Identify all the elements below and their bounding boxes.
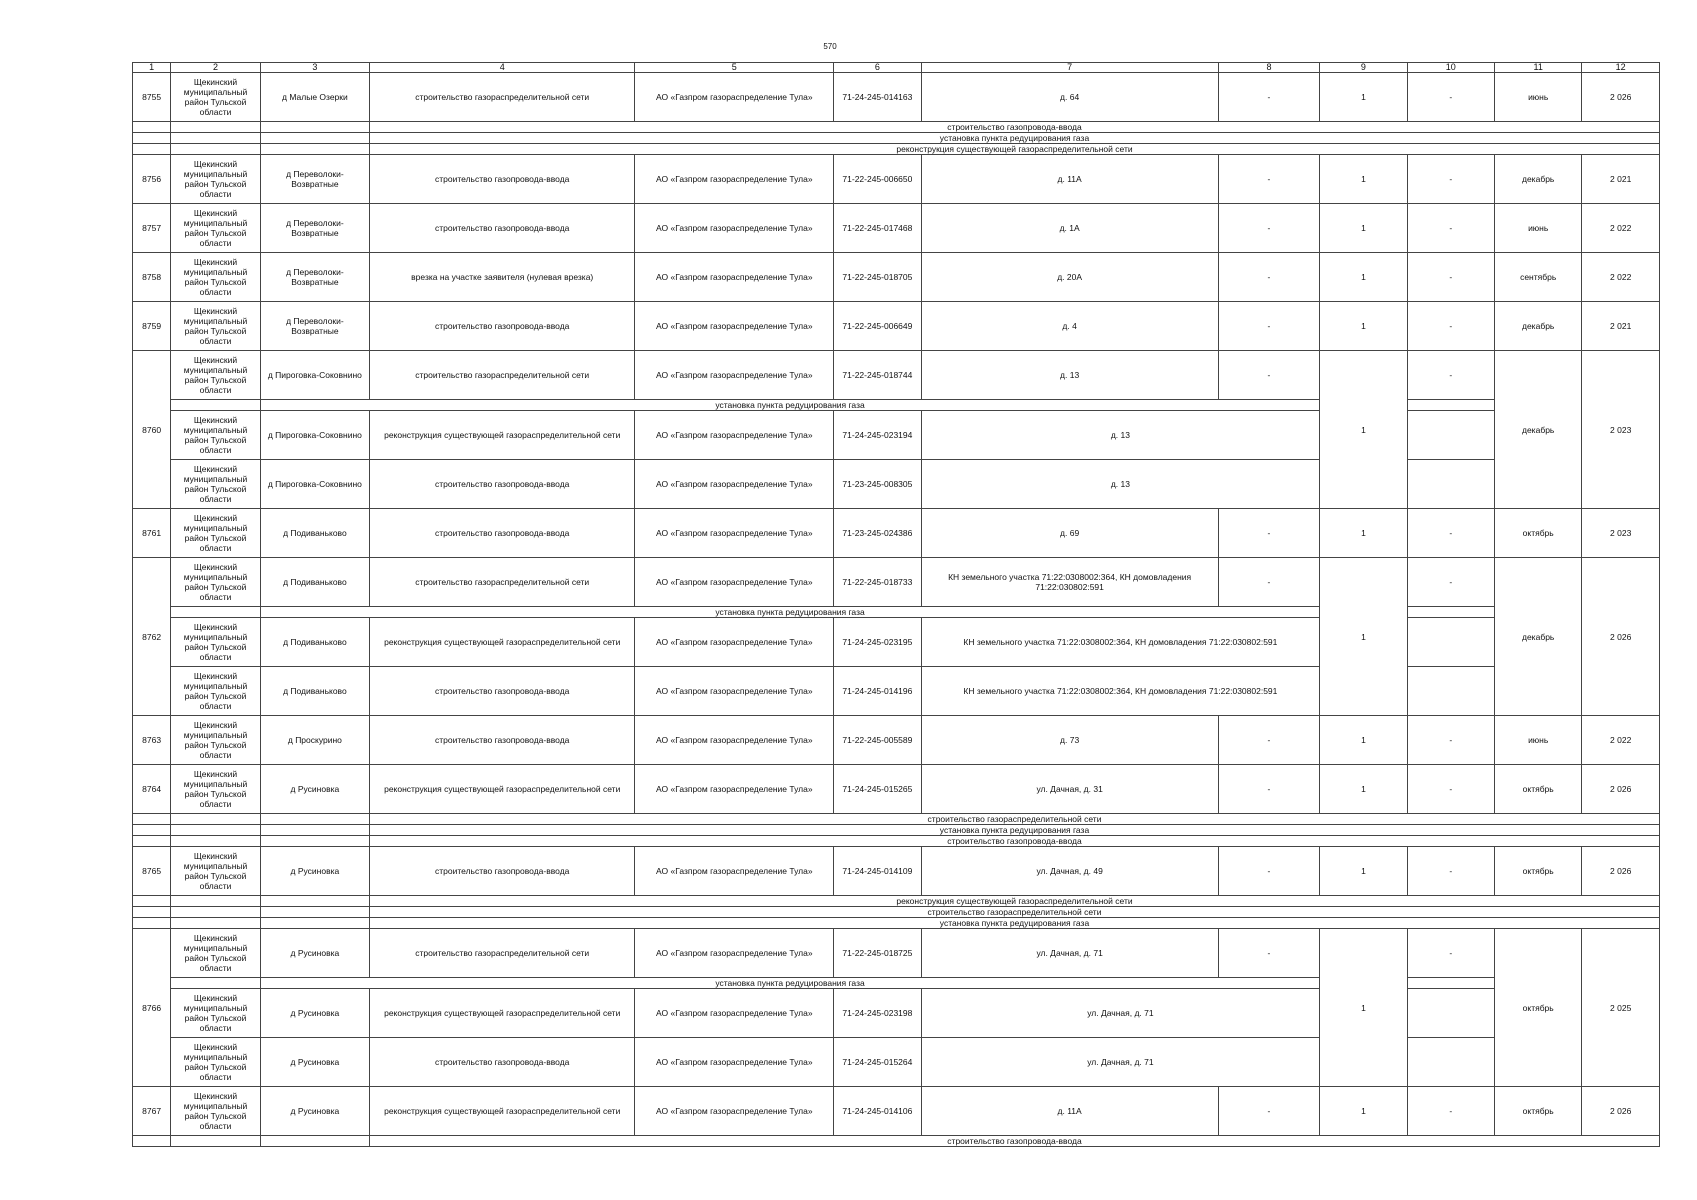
year-cell: 2 026 bbox=[1582, 1087, 1660, 1136]
settlement-cell: д Переволоки-Возвратные bbox=[260, 302, 369, 351]
dash-cell: - bbox=[1218, 558, 1320, 607]
month-cell: октябрь bbox=[1495, 929, 1582, 1087]
month-cell: июнь bbox=[1495, 716, 1582, 765]
address-cell: КН земельного участка 71:22:0308002:364, КН домовладения 71:22:030802:591 bbox=[921, 618, 1320, 667]
settlement-cell: д Подиваньково bbox=[260, 618, 369, 667]
table-row bbox=[133, 929, 1660, 978]
sub-row bbox=[133, 814, 1660, 825]
sub-row bbox=[133, 918, 1660, 929]
month-cell: сентябрь bbox=[1495, 253, 1582, 302]
address-cell: д. 13 bbox=[921, 411, 1320, 460]
dash-cell: - bbox=[1218, 155, 1320, 204]
month-cell: декабрь bbox=[1495, 302, 1582, 351]
col-num: 12 bbox=[1582, 63, 1660, 73]
qty-cell: 1 bbox=[1320, 765, 1407, 814]
settlement-cell: д Переволоки-Возвратные bbox=[260, 204, 369, 253]
qty-cell: 1 bbox=[1320, 716, 1407, 765]
dash-cell: - bbox=[1407, 204, 1494, 253]
sub-row bbox=[133, 896, 1660, 907]
id-cell: 71-24-245-015265 bbox=[834, 765, 921, 814]
table-row bbox=[133, 155, 1660, 204]
settlement-cell: д Проскурино bbox=[260, 716, 369, 765]
region-cell: Щекинский муниципальный район Тульской области bbox=[171, 73, 261, 122]
col-num: 7 bbox=[921, 63, 1218, 73]
org-cell: АО «Газпром газораспределение Тула» bbox=[635, 155, 834, 204]
sub-work: установка пункта редуцирования газа bbox=[370, 918, 1660, 929]
row-number: 8767 bbox=[133, 1087, 171, 1136]
region-cell: Щекинский муниципальный район Тульской области bbox=[171, 204, 261, 253]
org-cell: АО «Газпром газораспределение Тула» bbox=[635, 618, 834, 667]
settlement-cell: д Пироговка-Соковнино bbox=[260, 411, 369, 460]
org-cell: АО «Газпром газораспределение Тула» bbox=[635, 509, 834, 558]
settlement-cell: д Русиновка bbox=[260, 765, 369, 814]
sub-row bbox=[133, 144, 1660, 155]
table-row bbox=[133, 716, 1660, 765]
settlement-cell: д Подиваньково bbox=[260, 558, 369, 607]
table-row bbox=[133, 302, 1660, 351]
year-cell: 2 026 bbox=[1582, 73, 1660, 122]
sub-work: установка пункта редуцирования газа bbox=[370, 825, 1660, 836]
org-cell: АО «Газпром газораспределение Тула» bbox=[635, 302, 834, 351]
col-num: 3 bbox=[260, 63, 369, 73]
row-number: 8755 bbox=[133, 73, 171, 122]
address-cell: ул. Дачная, д. 71 bbox=[921, 1038, 1320, 1087]
dash-cell: - bbox=[1218, 302, 1320, 351]
month-cell: декабрь bbox=[1495, 351, 1582, 509]
qty-cell: 1 bbox=[1320, 351, 1407, 509]
settlement-cell: д Переволоки-Возвратные bbox=[260, 155, 369, 204]
region-cell: Щекинский муниципальный район Тульской области bbox=[171, 155, 261, 204]
sub-row bbox=[133, 1136, 1660, 1147]
table-row bbox=[133, 667, 1660, 716]
work-cell: строительство газопровода-ввода bbox=[370, 716, 635, 765]
sub-work: реконструкция существующей газораспределительной сети bbox=[370, 896, 1660, 907]
settlement-cell: д Русиновка bbox=[260, 989, 369, 1038]
work-cell: реконструкция существующей газораспределительной сети bbox=[370, 411, 635, 460]
sub-row bbox=[133, 978, 1660, 989]
objects-table bbox=[132, 62, 1660, 1147]
row-number: 8760 bbox=[133, 351, 171, 509]
org-cell: АО «Газпром газораспределение Тула» bbox=[635, 460, 834, 509]
sub-row bbox=[133, 122, 1660, 133]
region-cell: Щекинский муниципальный район Тульской области bbox=[171, 1038, 261, 1087]
table-row bbox=[133, 204, 1660, 253]
dash-cell: - bbox=[1218, 1087, 1320, 1136]
dash-cell: - bbox=[1407, 929, 1494, 978]
table-row bbox=[133, 847, 1660, 896]
work-cell: строительство газораспределительной сети bbox=[370, 558, 635, 607]
address-cell: д. 1А bbox=[921, 204, 1218, 253]
sub-work: установка пункта редуцирования газа bbox=[260, 400, 1319, 411]
dash-cell: - bbox=[1407, 351, 1494, 400]
dash-cell: - bbox=[1407, 253, 1494, 302]
id-cell: 71-24-245-023195 bbox=[834, 618, 921, 667]
dash-cell: - bbox=[1407, 1087, 1494, 1136]
sub-row bbox=[133, 907, 1660, 918]
sub-work: реконструкция существующей газораспределительной сети bbox=[370, 144, 1660, 155]
sub-work: строительство газопровода-ввода bbox=[370, 122, 1660, 133]
dash-cell: - bbox=[1407, 155, 1494, 204]
dash-cell: - bbox=[1407, 509, 1494, 558]
settlement-cell: д Малые Озерки bbox=[260, 73, 369, 122]
org-cell: АО «Газпром газораспределение Тула» bbox=[635, 1038, 834, 1087]
row-number: 8757 bbox=[133, 204, 171, 253]
address-cell: ул. Дачная, д. 31 bbox=[921, 765, 1218, 814]
settlement-cell: д Русиновка bbox=[260, 847, 369, 896]
month-cell: июнь bbox=[1495, 204, 1582, 253]
year-cell: 2 021 bbox=[1582, 155, 1660, 204]
id-cell: 71-22-245-006650 bbox=[834, 155, 921, 204]
settlement-cell: д Подиваньково bbox=[260, 509, 369, 558]
region-cell: Щекинский муниципальный район Тульской области bbox=[171, 847, 261, 896]
region-cell: Щекинский муниципальный район Тульской области bbox=[171, 460, 261, 509]
org-cell: АО «Газпром газораспределение Тула» bbox=[635, 351, 834, 400]
year-cell: 2 022 bbox=[1582, 716, 1660, 765]
id-cell: 71-24-245-023198 bbox=[834, 989, 921, 1038]
id-cell: 71-24-245-014109 bbox=[834, 847, 921, 896]
table-row bbox=[133, 765, 1660, 814]
year-cell: 2 026 bbox=[1582, 847, 1660, 896]
address-cell: д. 13 bbox=[921, 460, 1320, 509]
dash-cell: - bbox=[1407, 716, 1494, 765]
work-cell: реконструкция существующей газораспределительной сети bbox=[370, 989, 635, 1038]
qty-cell: 1 bbox=[1320, 73, 1407, 122]
org-cell: АО «Газпром газораспределение Тула» bbox=[635, 847, 834, 896]
qty-cell: 1 bbox=[1320, 155, 1407, 204]
id-cell: 71-22-245-018744 bbox=[834, 351, 921, 400]
qty-cell: 1 bbox=[1320, 204, 1407, 253]
address-cell: д. 13 bbox=[921, 351, 1218, 400]
org-cell: АО «Газпром газораспределение Тула» bbox=[635, 1087, 834, 1136]
row-number: 8758 bbox=[133, 253, 171, 302]
org-cell: АО «Газпром газораспределение Тула» bbox=[635, 989, 834, 1038]
id-cell: 71-24-245-014196 bbox=[834, 667, 921, 716]
year-cell: 2 026 bbox=[1582, 765, 1660, 814]
col-num: 11 bbox=[1495, 63, 1582, 73]
work-cell: строительство газопровода-ввода bbox=[370, 847, 635, 896]
year-cell: 2 022 bbox=[1582, 253, 1660, 302]
region-cell: Щекинский муниципальный район Тульской области bbox=[171, 989, 261, 1038]
table-row bbox=[133, 460, 1660, 509]
table-row bbox=[133, 1087, 1660, 1136]
address-cell: д. 64 bbox=[921, 73, 1218, 122]
address-cell: д. 73 bbox=[921, 716, 1218, 765]
col-num: 6 bbox=[834, 63, 921, 73]
table-row bbox=[133, 509, 1660, 558]
row-number: 8764 bbox=[133, 765, 171, 814]
col-num: 1 bbox=[133, 63, 171, 73]
org-cell: АО «Газпром газораспределение Тула» bbox=[635, 558, 834, 607]
qty-cell: 1 bbox=[1320, 1087, 1407, 1136]
qty-cell: 1 bbox=[1320, 253, 1407, 302]
dash-cell: - bbox=[1407, 765, 1494, 814]
dash-cell: - bbox=[1407, 302, 1494, 351]
address-cell: д. 20А bbox=[921, 253, 1218, 302]
sub-work: строительство газопровода-ввода bbox=[370, 836, 1660, 847]
table-row bbox=[133, 618, 1660, 667]
sub-work: строительство газораспределительной сети bbox=[370, 907, 1660, 918]
month-cell: октябрь bbox=[1495, 1087, 1582, 1136]
table-row bbox=[133, 351, 1660, 400]
sub-work: строительство газораспределительной сети bbox=[370, 814, 1660, 825]
sub-work: установка пункта редуцирования газа bbox=[260, 607, 1319, 618]
dash-cell: - bbox=[1218, 204, 1320, 253]
qty-cell: 1 bbox=[1320, 558, 1407, 716]
settlement-cell: д Пироговка-Соковнино bbox=[260, 460, 369, 509]
id-cell: 71-22-245-018733 bbox=[834, 558, 921, 607]
id-cell: 71-24-245-023194 bbox=[834, 411, 921, 460]
col-num: 5 bbox=[635, 63, 834, 73]
region-cell: Щекинский муниципальный район Тульской области bbox=[171, 302, 261, 351]
sub-row bbox=[133, 607, 1660, 618]
org-cell: АО «Газпром газораспределение Тула» bbox=[635, 765, 834, 814]
sub-row bbox=[133, 133, 1660, 144]
org-cell: АО «Газпром газораспределение Тула» bbox=[635, 253, 834, 302]
id-cell: 71-22-245-017468 bbox=[834, 204, 921, 253]
dash-cell: - bbox=[1407, 73, 1494, 122]
address-cell: ул. Дачная, д. 71 bbox=[921, 929, 1218, 978]
row-number: 8756 bbox=[133, 155, 171, 204]
id-cell: 71-24-245-015264 bbox=[834, 1038, 921, 1087]
org-cell: АО «Газпром газораспределение Тула» bbox=[635, 667, 834, 716]
org-cell: АО «Газпром газораспределение Тула» bbox=[635, 929, 834, 978]
table-row bbox=[133, 411, 1660, 460]
col-num: 4 bbox=[370, 63, 635, 73]
year-cell: 2 023 bbox=[1582, 351, 1660, 509]
dash-cell: - bbox=[1218, 847, 1320, 896]
region-cell: Щекинский муниципальный район Тульской области bbox=[171, 667, 261, 716]
region-cell: Щекинский муниципальный район Тульской области bbox=[171, 716, 261, 765]
work-cell: строительство газопровода-ввода bbox=[370, 460, 635, 509]
settlement-cell: д Русиновка bbox=[260, 929, 369, 978]
org-cell: АО «Газпром газораспределение Тула» bbox=[635, 716, 834, 765]
address-cell: ул. Дачная, д. 49 bbox=[921, 847, 1218, 896]
address-cell: д. 11А bbox=[921, 1087, 1218, 1136]
table-row bbox=[133, 1038, 1660, 1087]
page-number: 570 bbox=[823, 42, 837, 51]
region-cell: Щекинский муниципальный район Тульской области bbox=[171, 618, 261, 667]
id-cell: 71-22-245-018725 bbox=[834, 929, 921, 978]
id-cell: 71-23-245-008305 bbox=[834, 460, 921, 509]
work-cell: строительство газораспределительной сети bbox=[370, 929, 635, 978]
address-cell: д. 4 bbox=[921, 302, 1218, 351]
id-cell: 71-24-245-014106 bbox=[834, 1087, 921, 1136]
table-row bbox=[133, 989, 1660, 1038]
org-cell: АО «Газпром газораспределение Тула» bbox=[635, 411, 834, 460]
work-cell: строительство газопровода-ввода bbox=[370, 509, 635, 558]
address-cell: д. 11А bbox=[921, 155, 1218, 204]
settlement-cell: д Переволоки-Возвратные bbox=[260, 253, 369, 302]
month-cell: октябрь bbox=[1495, 509, 1582, 558]
dash-cell: - bbox=[1218, 509, 1320, 558]
row-number: 8763 bbox=[133, 716, 171, 765]
month-cell: декабрь bbox=[1495, 558, 1582, 716]
region-cell: Щекинский муниципальный район Тульской области bbox=[171, 765, 261, 814]
year-cell: 2 023 bbox=[1582, 509, 1660, 558]
id-cell: 71-22-245-005589 bbox=[834, 716, 921, 765]
settlement-cell: д Пироговка-Соковнино bbox=[260, 351, 369, 400]
region-cell: Щекинский муниципальный район Тульской области bbox=[171, 558, 261, 607]
col-num: 10 bbox=[1407, 63, 1494, 73]
column-number-row bbox=[133, 63, 1660, 73]
col-num: 8 bbox=[1218, 63, 1320, 73]
month-cell: октябрь bbox=[1495, 765, 1582, 814]
org-cell: АО «Газпром газораспределение Тула» bbox=[635, 73, 834, 122]
settlement-cell: д Русиновка bbox=[260, 1038, 369, 1087]
work-cell: врезка на участке заявителя (нулевая врезка) bbox=[370, 253, 635, 302]
row-number: 8759 bbox=[133, 302, 171, 351]
region-cell: Щекинский муниципальный район Тульской области bbox=[171, 351, 261, 400]
settlement-cell: д Русиновка bbox=[260, 1087, 369, 1136]
work-cell: реконструкция существующей газораспределительной сети bbox=[370, 1087, 635, 1136]
id-cell: 71-24-245-014163 bbox=[834, 73, 921, 122]
table-row bbox=[133, 73, 1660, 122]
region-cell: Щекинский муниципальный район Тульской области bbox=[171, 509, 261, 558]
work-cell: строительство газораспределительной сети bbox=[370, 351, 635, 400]
month-cell: июнь bbox=[1495, 73, 1582, 122]
sub-row bbox=[133, 400, 1660, 411]
dash-cell: - bbox=[1218, 73, 1320, 122]
region-cell: Щекинский муниципальный район Тульской области bbox=[171, 411, 261, 460]
id-cell: 71-22-245-018705 bbox=[834, 253, 921, 302]
month-cell: октябрь bbox=[1495, 847, 1582, 896]
year-cell: 2 026 bbox=[1582, 558, 1660, 716]
work-cell: строительство газопровода-ввода bbox=[370, 667, 635, 716]
work-cell: строительство газопровода-ввода bbox=[370, 204, 635, 253]
dash-cell: - bbox=[1218, 765, 1320, 814]
work-cell: строительство газопровода-ввода bbox=[370, 155, 635, 204]
qty-cell: 1 bbox=[1320, 847, 1407, 896]
region-cell: Щекинский муниципальный район Тульской области bbox=[171, 253, 261, 302]
row-number: 8766 bbox=[133, 929, 171, 1087]
sub-row bbox=[133, 836, 1660, 847]
sub-row bbox=[133, 825, 1660, 836]
work-cell: реконструкция существующей газораспределительной сети bbox=[370, 618, 635, 667]
year-cell: 2 022 bbox=[1582, 204, 1660, 253]
sub-work: установка пункта редуцирования газа bbox=[260, 978, 1319, 989]
year-cell: 2 025 bbox=[1582, 929, 1660, 1087]
dash-cell: - bbox=[1218, 716, 1320, 765]
work-cell: строительство газопровода-ввода bbox=[370, 302, 635, 351]
col-num: 2 bbox=[171, 63, 261, 73]
dash-cell: - bbox=[1407, 558, 1494, 607]
address-cell: ул. Дачная, д. 71 bbox=[921, 989, 1320, 1038]
dash-cell: - bbox=[1218, 351, 1320, 400]
id-cell: 71-22-245-006649 bbox=[834, 302, 921, 351]
table-row bbox=[133, 558, 1660, 607]
table-row bbox=[133, 253, 1660, 302]
qty-cell: 1 bbox=[1320, 302, 1407, 351]
address-cell: КН земельного участка 71:22:0308002:364, КН домовладения 71:22:030802:591 bbox=[921, 558, 1218, 607]
settlement-cell: д Подиваньково bbox=[260, 667, 369, 716]
dash-cell: - bbox=[1218, 929, 1320, 978]
work-cell: строительство газораспределительной сети bbox=[370, 73, 635, 122]
org-cell: АО «Газпром газораспределение Тула» bbox=[635, 204, 834, 253]
work-cell: реконструкция существующей газораспределительной сети bbox=[370, 765, 635, 814]
month-cell: декабрь bbox=[1495, 155, 1582, 204]
region-cell: Щекинский муниципальный район Тульской области bbox=[171, 929, 261, 978]
sub-work: строительство газопровода-ввода bbox=[370, 1136, 1660, 1147]
sub-work: установка пункта редуцирования газа bbox=[370, 133, 1660, 144]
address-cell: д. 69 bbox=[921, 509, 1218, 558]
id-cell: 71-23-245-024386 bbox=[834, 509, 921, 558]
work-cell: строительство газопровода-ввода bbox=[370, 1038, 635, 1087]
row-number: 8762 bbox=[133, 558, 171, 716]
col-num: 9 bbox=[1320, 63, 1407, 73]
qty-cell: 1 bbox=[1320, 929, 1407, 1087]
dash-cell: - bbox=[1218, 253, 1320, 302]
region-cell: Щекинский муниципальный район Тульской области bbox=[171, 1087, 261, 1136]
year-cell: 2 021 bbox=[1582, 302, 1660, 351]
qty-cell: 1 bbox=[1320, 509, 1407, 558]
row-number: 8765 bbox=[133, 847, 171, 896]
dash-cell: - bbox=[1407, 847, 1494, 896]
address-cell: КН земельного участка 71:22:0308002:364, КН домовладения 71:22:030802:591 bbox=[921, 667, 1320, 716]
row-number: 8761 bbox=[133, 509, 171, 558]
